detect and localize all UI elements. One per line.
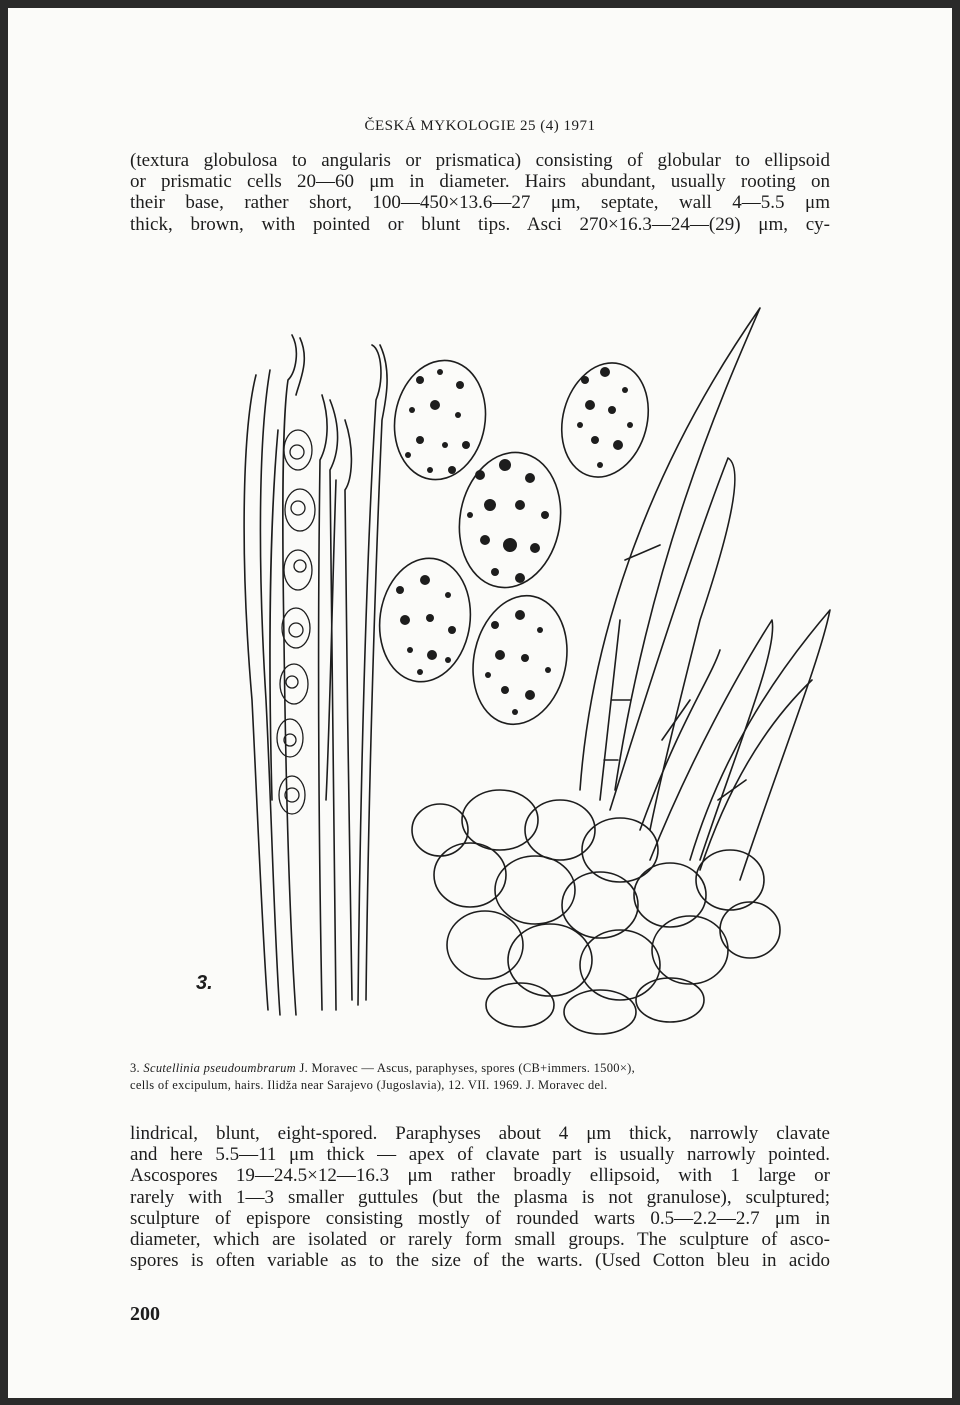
- page-number: 200: [130, 1303, 160, 1325]
- caption-line: cells of excipulum, hairs. Ilidža near Sarajevo (Jugoslavia), 12. VII. 1969. J. Moravec del.: [130, 1078, 608, 1092]
- hair: [580, 308, 760, 790]
- paraphysis-strand: [283, 335, 297, 1015]
- hair: [600, 545, 660, 800]
- excipulum-cell: [508, 924, 592, 996]
- text-line: (textura globulosa to angularis or prismatica) consisting of globular to ellipsoid: [130, 150, 830, 171]
- ascus-wall: [270, 430, 336, 800]
- caption-details: J. Moravec — Ascus, paraphyses, spores (CB+immers. 1500×),: [296, 1061, 636, 1075]
- hair: [650, 620, 773, 860]
- excipulum-cell: [564, 990, 636, 1034]
- hairs-drawing: [580, 308, 830, 880]
- caption-line: [130, 1060, 832, 1077]
- excipulum-cell: [652, 916, 728, 984]
- text-line: and here 5.5—11 μm thick — apex of clavate part is usually narrowly pointed.: [130, 1144, 830, 1166]
- hair: [610, 458, 735, 830]
- paraphyses-drawing: [244, 335, 387, 1015]
- text-line: rarely with 1—3 smaller guttules (but the plasma is not granulose), sculptured;: [130, 1186, 830, 1208]
- hair: [700, 680, 812, 870]
- excipulum-cell: [720, 902, 780, 958]
- excipulum-cells: [412, 790, 780, 1034]
- ascospore: [461, 587, 578, 733]
- excipulum-cell: [412, 804, 468, 856]
- paraphysis-strand: [296, 338, 304, 395]
- text-line: sculpture of epispore consisting mostly of rounded warts 0.5—2.2—2.7 μm in: [130, 1207, 830, 1229]
- excipulum-cell: [562, 872, 638, 938]
- excipulum-cell: [634, 863, 706, 927]
- paraphysis-strand: [244, 375, 268, 1010]
- figure-caption: [130, 1060, 832, 1094]
- caption-species: Scutellinia pseudoumbrarum: [143, 1061, 297, 1075]
- excipulum-cell: [486, 983, 554, 1027]
- excipulum-cell: [636, 978, 704, 1022]
- figure-number: 3.: [196, 972, 213, 994]
- paraphysis-strand: [319, 395, 327, 1010]
- text-line: or prismatic cells 20—60 μm in diameter. Hairs abundant, usually rooting on: [130, 171, 830, 193]
- excipulum-cell: [696, 850, 764, 910]
- text-line: thick, brown, with pointed or blunt tips. Asci 270×16.3—24—(29) μm, cy-: [130, 213, 830, 235]
- text-line: spores is often variable as to the size of the warts. (Used Cotton bleu in acido: [130, 1250, 830, 1272]
- paraphysis-strand: [345, 420, 352, 1000]
- text-line: Ascospores 19—24.5×12—16.3 μm rather broadly ellipsoid, with 1 large or: [130, 1165, 830, 1187]
- free-ascospores: [372, 353, 661, 733]
- paraphysis-strand: [358, 345, 381, 1005]
- text-line: lindrical, blunt, eight-spored. Paraphyses about 4 μm thick, narrowly clavate: [130, 1123, 830, 1144]
- text-line: their base, rather short, 100—450×13.6—27 μm, septate, wall 4—5.5 μm: [130, 192, 830, 214]
- text-line: diameter, which are isolated or rarely form small groups. The sculpture of asco-: [130, 1229, 830, 1251]
- paraphysis-strand: [366, 345, 387, 1000]
- caption-number: 3.: [130, 1061, 140, 1075]
- bottom-paragraph: [130, 1123, 830, 1271]
- paraphysis-strand: [330, 400, 338, 1010]
- running-header: ČESKÁ MYKOLOGIE 25 (4) 1971: [364, 118, 596, 134]
- ascospore: [372, 552, 478, 687]
